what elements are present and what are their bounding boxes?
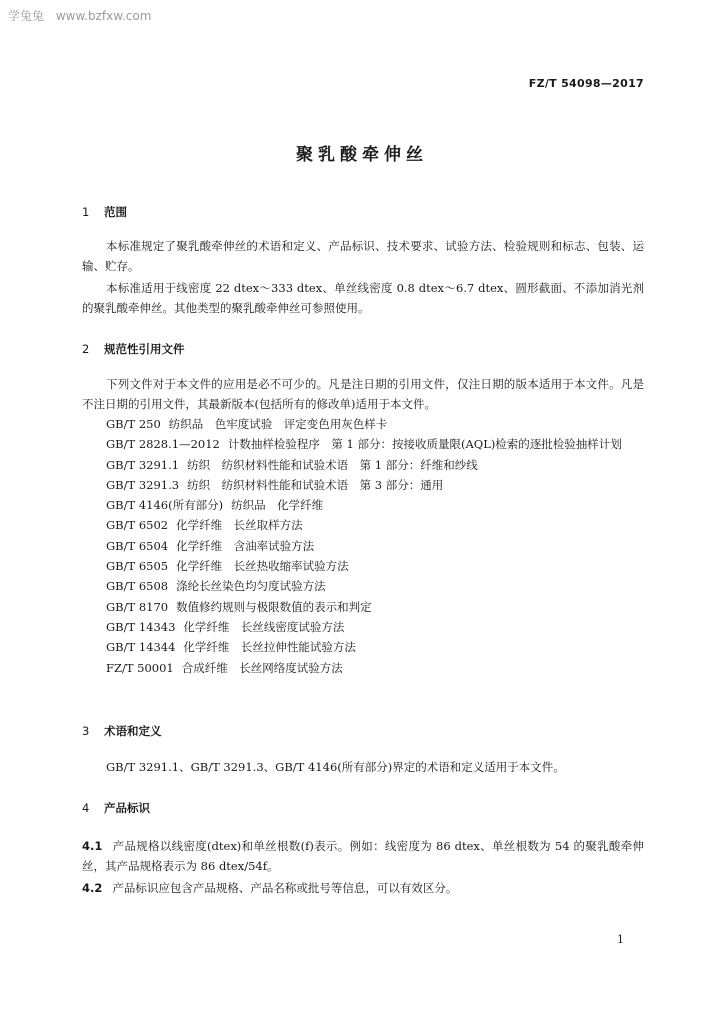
- section-number: 1: [82, 205, 90, 219]
- clause-number: 4.2: [82, 881, 103, 895]
- reference-code: GB/T 4146(所有部分): [106, 498, 224, 513]
- normative-references-list: [82, 414, 644, 678]
- section-1-paragraph-1: 本标准规定了聚乳酸牵伸丝的术语和定义、产品标识、技术要求、试验方法、检验规则和标志、包装、运输、贮存。: [82, 239, 644, 273]
- clause-number: 4.1: [82, 839, 103, 853]
- section-2-intro: 下列文件对于本文件的应用是必不可少的。凡是注日期的引用文件，仅注日期的版本适用于本文件。凡是不注日期的引用文件，其最新版本(包括所有的修改单)适用于本文件。: [82, 377, 644, 411]
- reference-code: GB/T 2828.1—2012: [106, 437, 220, 452]
- section-title: 术语和定义: [104, 724, 162, 738]
- section-3-heading: [82, 723, 162, 739]
- reference-item: [82, 617, 644, 637]
- reference-title: 化学纤维 长丝取样方法: [176, 518, 303, 533]
- reference-code: GB/T 8170: [106, 599, 169, 614]
- reference-title: 纺织品 色牢度试验 评定变色用灰色样卡: [168, 417, 388, 431]
- reference-item: [82, 556, 644, 576]
- reference-item: [82, 455, 644, 475]
- reference-title: 纺织 纺织材料性能和试验术语 第 3 部分：通用: [187, 477, 444, 492]
- section-title: 范围: [104, 205, 127, 219]
- document-code: FZ/T 54098—2017: [528, 77, 644, 90]
- reference-title: 纺织品 化学纤维: [231, 498, 324, 513]
- reference-code: GB/T 3291.3: [106, 477, 180, 492]
- watermark-site-name: 学兔兔: [8, 9, 45, 23]
- clause-4-2: [82, 878, 644, 898]
- reference-item: [82, 434, 644, 454]
- clause-4-1: [82, 836, 644, 876]
- section-3-text: GB/T 3291.1、GB/T 3291.3、GB/T 4146(所有部分)界定的术语和定义适用于本文件。: [106, 760, 565, 774]
- reference-code: GB/T 6505: [106, 559, 169, 574]
- clause-text: 产品标识应包含产品规格、产品名称或批号等信息，可以有效区分。: [112, 881, 458, 895]
- watermark-url: www.bzfxw.com: [55, 9, 152, 23]
- section-title: 产品标识: [104, 801, 150, 815]
- reference-code: GB/T 6504: [106, 538, 169, 553]
- reference-title: 涤纶长丝染色均匀度试验方法: [176, 579, 326, 594]
- reference-item: [82, 637, 644, 657]
- reference-code: GB/T 3291.1: [106, 457, 180, 472]
- reference-code: GB/T 250: [106, 417, 161, 431]
- reference-title: 化学纤维 长丝拉伸性能试验方法: [183, 640, 356, 655]
- reference-item: [82, 597, 644, 617]
- section-number: 4: [82, 801, 90, 815]
- reference-title: 合成纤维 长丝网络度试验方法: [181, 660, 343, 675]
- reference-title: 纺织 纺织材料性能和试验术语 第 1 部分：纤维和纱线: [187, 457, 478, 472]
- section-number: 3: [82, 724, 90, 738]
- reference-title: 化学纤维 长丝热收缩率试验方法: [176, 559, 349, 574]
- reference-item: [82, 475, 644, 495]
- reference-code: GB/T 6502: [106, 518, 169, 533]
- section-1-heading: [82, 204, 127, 220]
- reference-item: [82, 658, 644, 678]
- page-number: 1: [617, 933, 624, 946]
- section-4-heading: [82, 800, 150, 816]
- reference-title: 化学纤维 长丝线密度试验方法: [183, 619, 345, 634]
- reference-item: [82, 515, 644, 535]
- reference-title: 数值修约规则与极限数值的表示和判定: [176, 599, 372, 614]
- section-2-heading: [82, 341, 185, 357]
- reference-code: GB/T 6508: [106, 579, 169, 594]
- reference-code: GB/T 14344: [106, 640, 176, 655]
- section-number: 2: [82, 342, 90, 356]
- reference-code: GB/T 14343: [106, 619, 176, 634]
- reference-title: 计数抽样检验程序 第 1 部分：按接收质量限(AQL)检索的逐批检验抽样计划: [227, 437, 622, 452]
- document-title: 聚乳酸牵伸丝: [296, 145, 428, 165]
- reference-code: FZ/T 50001: [106, 660, 174, 675]
- section-1-paragraph-2: 本标准适用于线密度 22 dtex～333 dtex、单丝线密度 0.8 dtex～6.7 dtex、圆形截面、不添加消光剂的聚乳酸牵伸丝。其他类型的聚乳酸牵伸丝可参照使用。: [82, 281, 644, 315]
- reference-title: 化学纤维 含油率试验方法: [176, 538, 315, 553]
- reference-item: [82, 495, 644, 515]
- clause-text: 产品规格以线密度(dtex)和单丝根数(f)表示。例如：线密度为 86 dtex、单丝根数为 54 的聚乳酸牵伸丝，其产品规格表示为 86 dtex/54f。: [82, 839, 644, 873]
- reference-item: [82, 414, 644, 434]
- reference-item: [82, 536, 644, 556]
- reference-item: [82, 576, 644, 596]
- section-title: 规范性引用文件: [104, 342, 185, 356]
- watermark: [8, 7, 159, 24]
